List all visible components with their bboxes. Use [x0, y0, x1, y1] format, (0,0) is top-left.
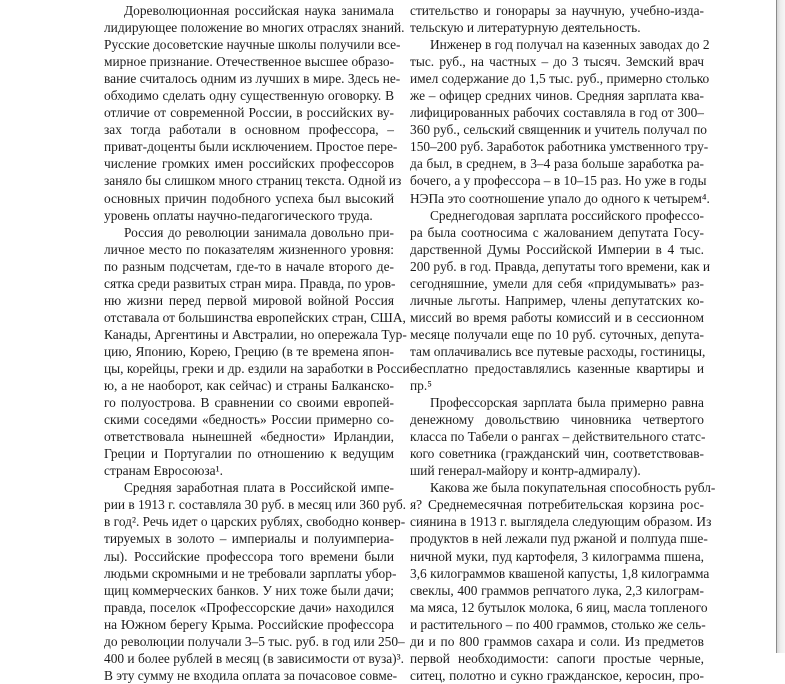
text-line: лифицированных рабочих составляла в год от 300– [410, 105, 704, 121]
text-line: мирное признание. Отечественное высшее образо- [104, 54, 394, 70]
text-line: обходимо сделать одну существенную оговорку. В [104, 88, 394, 104]
text-line: цию, Японию, Корею, Грецию (в те времена япон- [104, 343, 394, 359]
text-line: 3,6 килограммов квашеной капусты, 1,8 килограмма [410, 565, 710, 581]
text-line: я? Среднемесячная потребительская корзина рос- [410, 497, 704, 513]
text-line: же – офицер средних чинов. Средняя зарплата ква- [410, 88, 704, 104]
text-line: дарственной Думы Российской Империи в 4 тыс. [410, 241, 704, 257]
text-line: ответствовала нынешней «бедности» Ирландии, [104, 429, 394, 445]
text-line: бочего, а у профессора – в 10–15 раз. Но уже в годы [410, 173, 707, 189]
text-line: В эту сумму не входила оплата за почасовое совме- [104, 667, 398, 683]
text-line: Профессорская зарплата была примерно равна [430, 395, 704, 411]
text-line: первой необходимости: сапоги простые черные, [410, 650, 704, 666]
text-line: Какова же была покупательная способность рубл- [430, 480, 716, 496]
text-line: бесплатно предоставлялись казенные квартиры и [410, 360, 704, 376]
text-line: в год². Речь идет о царских рублях, свободно конвер- [104, 514, 406, 530]
text-line: личные льготы. Например, члены депутатских ко- [410, 292, 704, 308]
text-line: на Южном берегу Крыма. Российские профессора [104, 616, 394, 632]
text-line: пр.⁵ [410, 378, 432, 394]
text-line: там оплачивались все путевые расходы, гостиницы, [410, 343, 706, 359]
text-line: вание считалось одним из лучших в мире. Здесь не- [104, 71, 401, 87]
text-line: Среднегодовая зарплата российского профессо- [430, 207, 704, 223]
text-line: отставала от большинства европейских стран, США, [104, 309, 406, 325]
text-line: ший генерал-майору и контр-адмиралу). [410, 463, 641, 479]
text-line: тельскую и литературную деятельность. [410, 20, 641, 36]
text-line: сегодняшние, умели для себя «придумывать» раз- [410, 275, 704, 291]
text-line: ю, а не наоборот, как сейчас) и страны Балканско- [104, 378, 394, 394]
text-line: Дореволюционная российская наука занимала [124, 3, 394, 18]
text-line: отличие от современной России, в российских ву- [104, 105, 394, 121]
text-line: Русские досоветские научные школы получили все- [104, 37, 401, 53]
text-line: ситец, полотно и сукно гражданское, керосин, про- [410, 667, 704, 683]
text-line: НЭПа это соотношение упало до одного к четырем⁴. [410, 190, 710, 206]
text-line: свеклы, 400 граммов репчатого лука, 2,3 килограм- [410, 582, 704, 598]
text-line: приват-доценты были исключением. Простое пере- [104, 139, 398, 155]
text-column-left [104, 2, 415, 684]
text-line: тыс. руб., на частных – до 3 тысяч. Земский врач [410, 54, 704, 70]
text-line: месяце получали еще по 10 руб. суточных, депута- [410, 326, 704, 342]
text-line: продуктов в ней лежали пуд ржаной и полпуда пше- [410, 531, 708, 547]
text-line: ди и по 800 граммов сахара и соли. Из предметов [410, 633, 704, 649]
text-line: 400 и более рублей в месяц (в зависимости от вуза)³. [104, 650, 404, 666]
text-line: правда, поселок «Профессорские дачи» находился [104, 599, 394, 615]
text-line: и растительного – по 400 граммов, столько же сель- [410, 616, 706, 632]
text-line: до революции получали 3–5 тыс. руб. в год или 250– [104, 633, 405, 649]
text-line: тируемых в золото – империалы и полуимпериа- [104, 531, 394, 547]
text-line: щиц коммерческих банков. У них тоже были дачи; [104, 582, 394, 598]
text-line: имел содержание до 1,5 тыс. руб., примерно столько [410, 71, 710, 87]
text-line: го полуострова. В сравнении со своими европей- [104, 395, 394, 411]
text-line: денежному довольствию чиновника четвертого [410, 412, 704, 428]
text-line: уровень оплаты научно-педагогического труда. [104, 207, 373, 223]
text-line: стительство и гонорары за научную, учебно-изда- [410, 3, 704, 18]
text-line: 200 руб. в год. Правда, депутаты того времени, как и [410, 258, 711, 274]
text-line: скими соседями «бедность» России примерно со- [104, 412, 394, 428]
text-line: да был, в среднем, в 3–4 раза больше заработка ра- [410, 156, 704, 172]
text-line: класса по Табели о рангах – действительного статс- [410, 429, 706, 445]
text-line: рии в 1913 г. составляла 30 руб. в месяц или 360 руб. [104, 497, 407, 513]
page-edge-shadow [777, 0, 785, 653]
text-line: числение громких имен российских профессоров [104, 156, 394, 172]
text-line: 360 руб., сельский священник и учитель получал по [410, 122, 707, 138]
text-line: Средняя заработная плата в Российской импе- [124, 480, 394, 496]
text-line: странам Евросоюза¹. [104, 463, 223, 479]
text-line: 150–200 руб. Заработок работника умственного тру- [410, 139, 709, 155]
text-line: основных причин подобного успеха был высокий [104, 190, 394, 206]
text-line: лы). Российские профессора того времени были [104, 548, 394, 564]
text-line: по разным подсчетам, где-то в начале второго де- [104, 258, 394, 274]
text-line: Греции и Португалии по отношению к ведущим [104, 446, 394, 462]
text-line: ничной муки, пуд картофеля, 3 килограмма пшена, [410, 548, 704, 564]
text-line: сятка среди развитых стран мира. Правда, по уров- [104, 275, 396, 291]
text-line: ню жизни перед первой мировой войной Россия [104, 292, 394, 308]
text-line: заняло бы слишком много страниц текста. Одной из [104, 173, 402, 189]
text-line: личное место по показателям жизненного уровня: [104, 241, 394, 257]
text-line: зах тогда работали в основном профессора, – [104, 122, 394, 138]
text-line: ма мяса, 12 бутылок молока, 6 яиц, масла топленого [410, 599, 708, 615]
text-column-right [410, 2, 716, 684]
text-line: лидирующее положение во многих отраслях знаний. [104, 20, 405, 36]
text-line: ра была соотносима с жалованием депутата Госу- [410, 224, 704, 240]
text-line: Инженер в год получал на казенных заводах до 2 [430, 37, 710, 53]
text-line: миссий во время работы комиссий и в сессионном [410, 309, 704, 325]
text-line: сиянина в 1913 г. выглядела следующим образом. Из [410, 514, 712, 530]
text-line: цы, корейцы, греки и др. ездили на заработки в Росси- [104, 360, 415, 376]
text-line: кого советника (гражданский чин, соответствовав- [410, 446, 704, 462]
text-line: людьми скромными и не требовали зарплаты убор- [104, 565, 397, 581]
text-line: Россия до революции занимала довольно при- [124, 224, 394, 240]
text-line: Канады, Аргентины и Австралии, но опережала Тур- [104, 326, 407, 342]
